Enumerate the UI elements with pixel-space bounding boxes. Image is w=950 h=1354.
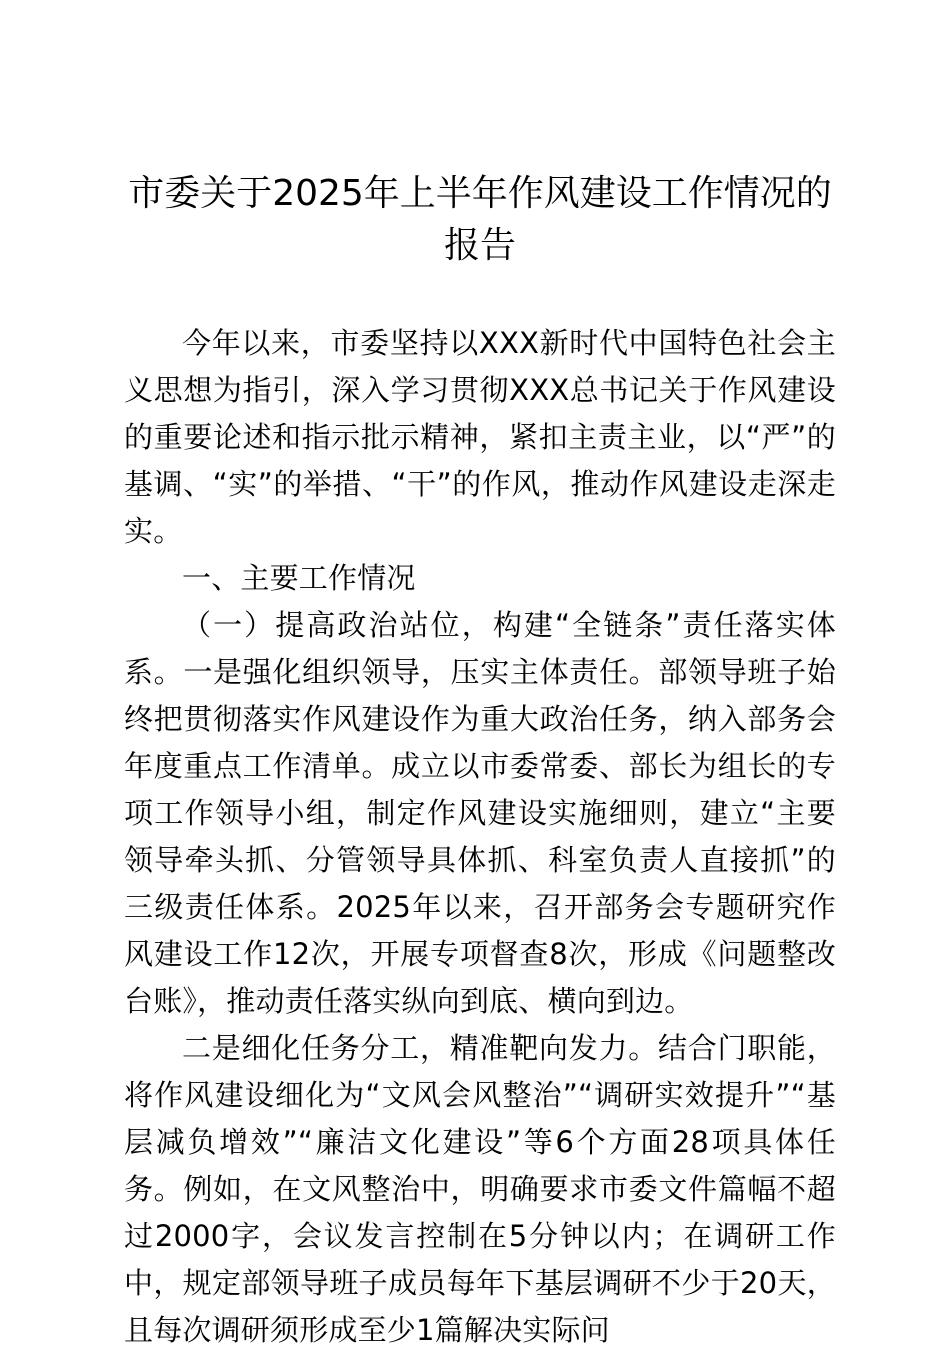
section-heading: 一、主要工作情况 xyxy=(182,561,416,595)
intro-paragraph: 今年以来，市委坚持以XXX新时代中国特色社会主义思想为指引，深入学习贯彻XXX总书记关于作风建设的重要论述和指示批示精神，紧扣主责主业，以“严”的基调、“实”的举措、“干”的作风，推动作风建设走深走实。 xyxy=(124,326,836,548)
title-line-2: 报告 xyxy=(443,225,516,266)
document-body xyxy=(124,320,836,1354)
title-line-1: 市委关于2025年上半年作风建设工作情况的 xyxy=(128,173,832,214)
document-title xyxy=(110,168,850,272)
subsection-paragraph-2: 二是细化任务分工，精准靶向发力。结合门职能，将作风建设细化为“文风会风整治”“调研实效提升”“基层减负增效”“廉洁文化建设”等6个方面28项具体任务。例如，在文风整治中，明确要求市委文件篇幅不超过2000字，会议发言控制在5分钟以内；在调研工作中，规定部领导班子成员每年下基层调研不少于20天，且每次调研须形成至少1篇解决实际问 xyxy=(124,1031,836,1347)
subsection-paragraph-1: （一）提高政治站位，构建“全链条”责任落实体系。一是强化组织领导，压实主体责任。部领导班子始终把贯彻落实作风建设作为重大政治任务，纳入部务会年度重点工作清单。成立以市委常委、部长为组长的专项工作领导小组，制定作风建设实施细则，建立“主要领导牵头抓、分管领导具体抓、科室负责人直接抓”的三级责任体系。2025年以来，召开部务会专题研究作风建设工作12次，开展专项督查8次，形成《问题整改台账》，推动责任落实纵向到底、横向到边。 xyxy=(124,608,836,1018)
